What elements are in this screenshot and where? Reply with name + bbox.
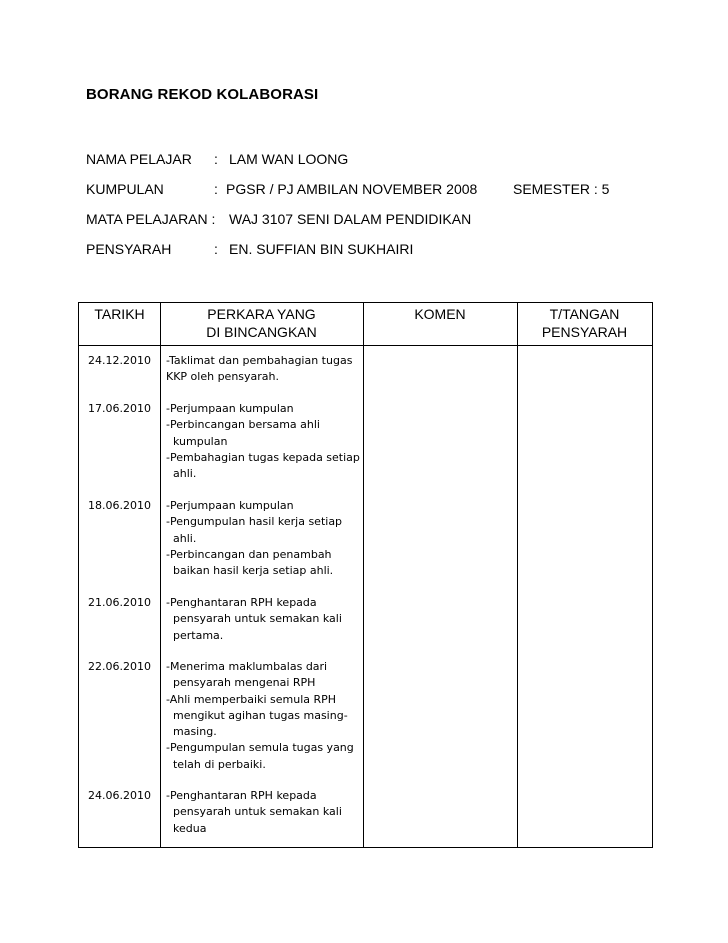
discussion-line: -Pengumpulan semula tugas yang bbox=[166, 741, 354, 755]
discussion-line: masing. bbox=[166, 725, 217, 739]
header-komen: KOMEN bbox=[414, 306, 466, 322]
nama-value: LAM WAN LOONG bbox=[229, 151, 349, 167]
discussion-line: kumpulan bbox=[166, 434, 228, 448]
discussion-line: -Pembahagian tugas kepada setiap bbox=[166, 450, 360, 464]
column-divider bbox=[517, 303, 518, 847]
nama-separator: : bbox=[214, 151, 218, 167]
mata-pelajaran-value: WAJ 3107 SENI DALAM PENDIDIKAN bbox=[229, 211, 472, 227]
discussion-line: kedua bbox=[166, 821, 207, 835]
row-discussion bbox=[166, 401, 366, 482]
kumpulan-label: KUMPULAN bbox=[86, 181, 164, 197]
header-ttangan bbox=[517, 305, 652, 341]
discussion-line: ahli. bbox=[166, 531, 197, 545]
discussion-line: -Penghantaran RPH kepada bbox=[166, 789, 317, 802]
discussion-line: pensyarah mengenai RPH bbox=[166, 676, 316, 690]
discussion-line: -Perjumpaan kumpulan bbox=[166, 499, 294, 512]
column-divider bbox=[160, 303, 161, 847]
discussion-line: -Ahli memperbaiki semula RPH bbox=[166, 692, 337, 706]
row-date: 21.06.2010 bbox=[88, 596, 151, 609]
discussion-line: -Taklimat dan pembahagian tugas bbox=[166, 354, 353, 367]
header-ttangan-line2: PENSYARAH bbox=[541, 324, 628, 340]
header-perkara bbox=[160, 305, 363, 341]
form-title: BORANG REKOD KOLABORASI bbox=[86, 86, 319, 103]
discussion-line: mengikut agihan tugas masing- bbox=[166, 708, 348, 722]
semester-text: SEMESTER : 5 bbox=[513, 181, 610, 197]
discussion-line: KKP oleh pensyarah. bbox=[166, 370, 280, 384]
row-date: 18.06.2010 bbox=[88, 499, 151, 512]
discussion-line: baikan hasil kerja setiap ahli. bbox=[166, 564, 334, 578]
pensyarah-separator: : bbox=[214, 241, 218, 257]
discussion-line: telah di perbaiki. bbox=[166, 757, 266, 771]
kumpulan-value: PGSR / PJ AMBILAN NOVEMBER 2008 bbox=[226, 181, 478, 197]
pensyarah-label: PENSYARAH bbox=[86, 241, 172, 257]
row-date: 22.06.2010 bbox=[88, 660, 151, 673]
row-discussion bbox=[166, 788, 366, 837]
discussion-line: -Penghantaran RPH kepada bbox=[166, 596, 317, 609]
discussion-line: -Perbincangan bersama ahli bbox=[166, 418, 320, 432]
collaboration-record-table bbox=[78, 302, 653, 848]
row-date: 17.06.2010 bbox=[88, 402, 151, 415]
row-date: 24.06.2010 bbox=[88, 789, 151, 802]
mata-pelajaran-label: MATA PELAJARAN : bbox=[86, 211, 216, 227]
header-ttangan-line1: T/TANGAN bbox=[549, 306, 620, 322]
discussion-line: -Menerima maklumbalas dari bbox=[166, 660, 328, 673]
header-tarikh: TARIKH bbox=[94, 306, 145, 322]
kumpulan-separator: : bbox=[214, 181, 218, 197]
row-date: 24.12.2010 bbox=[88, 354, 151, 367]
row-discussion bbox=[166, 498, 366, 579]
discussion-line: pertama. bbox=[166, 628, 224, 642]
header-divider bbox=[79, 345, 652, 346]
pensyarah-value: EN. SUFFIAN BIN SUKHAIRI bbox=[229, 241, 414, 257]
row-discussion bbox=[166, 595, 366, 644]
row-discussion bbox=[166, 353, 366, 386]
nama-label: NAMA PELAJAR bbox=[86, 151, 192, 167]
discussion-line: -Perbincangan dan penambah bbox=[166, 547, 332, 561]
header-perkara-line1: PERKARA YANG bbox=[207, 306, 316, 322]
discussion-line: -Pengumpulan hasil kerja setiap bbox=[166, 515, 343, 529]
discussion-line: pensyarah untuk semakan kali bbox=[166, 805, 342, 819]
header-perkara-line2: DI BINCANGKAN bbox=[206, 324, 317, 340]
row-discussion bbox=[166, 659, 366, 773]
discussion-line: ahli. bbox=[166, 467, 197, 481]
discussion-line: pensyarah untuk semakan kali bbox=[166, 612, 342, 626]
discussion-line: -Perjumpaan kumpulan bbox=[166, 402, 294, 415]
